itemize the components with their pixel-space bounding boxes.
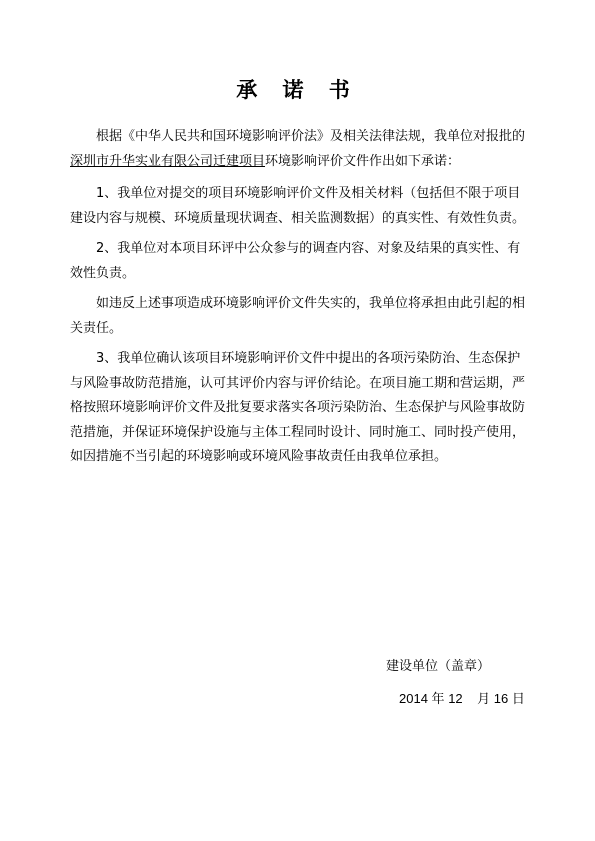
commitment-item-1: 1、我单位对提交的项目环境影响评价文件及相关材料（包括但不限于项目建设内容与规模、环境质量现状调查、相关监测数据）的真实性、有效性负责。	[70, 186, 526, 226]
page-title: 承 诺 书	[236, 77, 359, 102]
date-month: 12	[448, 691, 463, 706]
intro-text-1: 根据《中华人民共和国环境影响评价法》及相关法律法规，我单位对报批的	[96, 129, 526, 144]
date-month-unit: 月	[477, 691, 491, 706]
commitment-item-3: 3、我单位确认该项目环境影响评价文件中提出的各项污染防治、生态保护与风险事故防范措施，认可其评价内容与评价结论。在项目施工期和营运期，严格按照环境影响评价文件及批复要求落实各项污染防治、生态保护与风险事故防范措施，并保证环境保护设施与主体工程同时设计、同时施工、同时投产使用，如因措施不当引起的环境影响或环境风险事故责任由我单位承担。	[70, 351, 526, 464]
commitment-item-2: 2、我单位对本项目环评中公众参与的调查内容、对象及结果的真实性、有效性负责。	[70, 241, 521, 281]
date-year: 2014	[399, 691, 428, 706]
intro-paragraph	[70, 125, 530, 174]
project-name: 深圳市升华实业有限公司迁建项目	[70, 153, 266, 169]
date-day: 16	[493, 691, 509, 706]
date-day-unit: 日	[511, 691, 525, 706]
commitment-item-2-note: 如违反上述事项造成环境影响评价文件失实的，我单位将承担由此引起的相关责任。	[70, 296, 526, 336]
date-year-unit: 年	[431, 691, 445, 706]
intro-text-2: 环境影响评价文件作出如下承诺：	[265, 153, 461, 169]
date-line	[399, 688, 525, 707]
letter-body	[70, 125, 530, 476]
signature-line: 建设单位（盖章）	[386, 659, 491, 674]
